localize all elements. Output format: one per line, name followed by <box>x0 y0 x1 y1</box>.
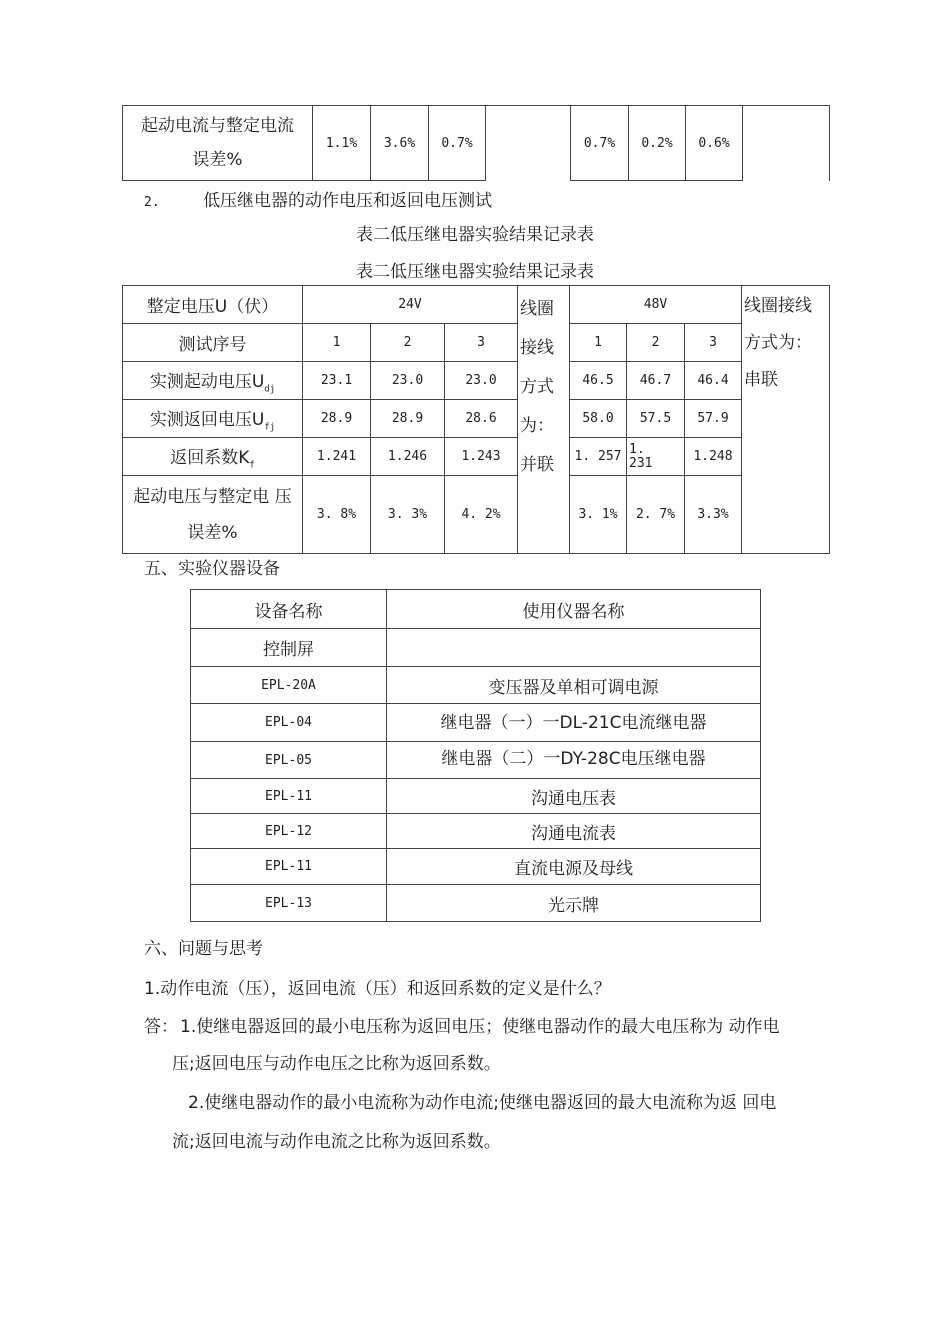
section2-title: 低压继电器的动作电压和返回电压测试 <box>203 191 493 211</box>
section5-title: 五、实验仪器设备 <box>144 559 280 579</box>
error-cell: 3. 3% <box>371 476 445 554</box>
device-cell: EPL-11 <box>191 779 387 814</box>
table2-caption-2: 表二低压继电器实验结果记录表 <box>356 262 594 282</box>
coil-note-line: 串联 <box>744 370 779 390</box>
coil-note-line: 并联 <box>520 455 555 475</box>
return-voltage-cell: 57.9 <box>685 400 742 438</box>
coefficient-cell: 1.248 <box>685 438 742 476</box>
device-cell: EPL-12 <box>191 814 387 849</box>
error-label-line1: 起动电压与整定电 压 <box>133 486 292 507</box>
top-error-table <box>122 105 830 181</box>
top-cell <box>486 106 571 181</box>
top-cell: 0.6% <box>686 106 743 181</box>
device-cell: EPL-05 <box>191 742 387 779</box>
top-row-label-line1: 起动电流与整定电流 <box>141 116 294 136</box>
error-label-line2: 误差% <box>187 522 238 543</box>
coil-note-line: 方式 <box>520 377 555 397</box>
coefficient-cell: 1.243 <box>445 438 518 476</box>
top-cell: 1.1% <box>313 106 371 181</box>
return-voltage-cell: 58.0 <box>570 400 627 438</box>
coil-parallel-note <box>518 286 570 554</box>
return-coefficient-label <box>123 438 303 476</box>
start-voltage-cell: 46.5 <box>570 362 627 400</box>
return-voltage-cell: 57.5 <box>627 400 685 438</box>
instrument-cell: 直流电源及母线 <box>387 849 761 885</box>
device-cell: 控制屏 <box>191 629 387 667</box>
table2-caption-1: 表二低压继电器实验结果记录表 <box>356 225 594 245</box>
top-cell: 3.6% <box>371 106 429 181</box>
error-cell: 2. 7% <box>627 476 685 554</box>
test-no-cell: 3 <box>445 324 518 362</box>
test-no-label: 测试序号 <box>123 324 303 362</box>
start-voltage-label-text: 实测起动电压U <box>149 371 265 392</box>
error-cell: 3. 1% <box>570 476 627 554</box>
relay-results-table <box>122 285 830 554</box>
start-voltage-cell: 23.0 <box>445 362 518 400</box>
error-cell: 3. 8% <box>303 476 371 554</box>
coefficient-cell: 1.246 <box>371 438 445 476</box>
instrument-cell: 沟通电压表 <box>387 779 761 814</box>
top-cell: 0.2% <box>629 106 686 181</box>
top-cell: 0.7% <box>429 106 486 181</box>
section6-title: 六、问题与思考 <box>144 939 263 959</box>
header-device-name: 设备名称 <box>191 590 387 629</box>
return-voltage-label-text: 实测返回电压U <box>149 409 265 430</box>
instrument-cell: 继电器（一）一DL-21C电流继电器 <box>387 704 761 742</box>
return-coefficient-label-text: 返回系数K <box>170 447 250 468</box>
top-row-label-line2: 误差% <box>192 150 243 170</box>
start-voltage-cell: 46.7 <box>627 362 685 400</box>
answer-1-line2: 压;返回电压与动作电压之比称为返回系数。 <box>172 1054 501 1074</box>
start-voltage-cell: 46.4 <box>685 362 742 400</box>
device-cell: EPL-11 <box>191 849 387 885</box>
top-row-label <box>123 106 313 181</box>
start-voltage-label <box>123 362 303 400</box>
top-cell <box>743 106 830 181</box>
instrument-cell: 继电器（二）一DY-28C电压继电器 <box>387 742 761 779</box>
error-cell: 4. 2% <box>445 476 518 554</box>
return-voltage-label <box>123 400 303 438</box>
equipment-table <box>190 589 761 922</box>
device-cell: EPL-20A <box>191 667 387 704</box>
start-voltage-cell: 23.0 <box>371 362 445 400</box>
coefficient-cell: 1. 231 <box>627 438 685 476</box>
setting-voltage-label: 整定电压U（伏） <box>123 286 303 324</box>
return-voltage-cell: 28.9 <box>303 400 371 438</box>
header-instrument-name: 使用仪器名称 <box>387 590 761 629</box>
test-no-cell: 3 <box>685 324 742 362</box>
return-voltage-cell: 28.6 <box>445 400 518 438</box>
answer-prefix: 答： <box>144 1017 178 1037</box>
answer-2-line2: 流;返回电流与动作电流之比称为返回系数。 <box>172 1132 501 1152</box>
coil-note-line: 线圈 <box>520 299 555 319</box>
coefficient-cell: 1. 257 <box>570 438 627 476</box>
device-cell: EPL-13 <box>191 885 387 922</box>
top-cell: 0.7% <box>571 106 629 181</box>
group-48v: 48V <box>570 286 742 324</box>
test-no-cell: 1 <box>303 324 371 362</box>
test-no-cell: 1 <box>570 324 627 362</box>
group-24v: 24V <box>303 286 518 324</box>
error-cell: 3.3% <box>685 476 742 554</box>
start-voltage-error-label <box>123 476 303 554</box>
start-voltage-subscript: dj <box>264 384 276 395</box>
device-cell: EPL-04 <box>191 704 387 742</box>
section2-number: 2. <box>144 195 160 210</box>
coil-note-line: 接线 <box>520 338 555 358</box>
answer-1-line1: 1.使继电器返回的最小电压称为返回电压；使继电器动作的最大电压称为 动作电 <box>180 1017 780 1037</box>
instrument-cell: 光示牌 <box>387 885 761 922</box>
return-coefficient-subscript: f <box>249 460 255 471</box>
coefficient-cell: 1.241 <box>303 438 371 476</box>
coil-series-note <box>742 286 830 554</box>
test-no-cell: 2 <box>371 324 445 362</box>
section2-heading <box>144 186 492 211</box>
instrument-cell: 沟通电流表 <box>387 814 761 849</box>
coil-note-line: 线圈接线 <box>744 296 813 316</box>
return-voltage-subscript: fj <box>264 422 276 433</box>
instrument-cell <box>387 629 761 667</box>
question-1: 1.动作电流（压），返回电流（压）和返回系数的定义是什么？ <box>144 979 611 999</box>
start-voltage-cell: 23.1 <box>303 362 371 400</box>
coil-note-line: 为： <box>520 416 555 436</box>
instrument-cell: 变压器及单相可调电源 <box>387 667 761 704</box>
return-voltage-cell: 28.9 <box>371 400 445 438</box>
answer-2-line1: 2.使继电器动作的最小电流称为动作电流;使继电器返回的最大电流称为返 回电 <box>188 1093 777 1113</box>
test-no-cell: 2 <box>627 324 685 362</box>
coil-note-line: 方式为： <box>744 333 813 353</box>
